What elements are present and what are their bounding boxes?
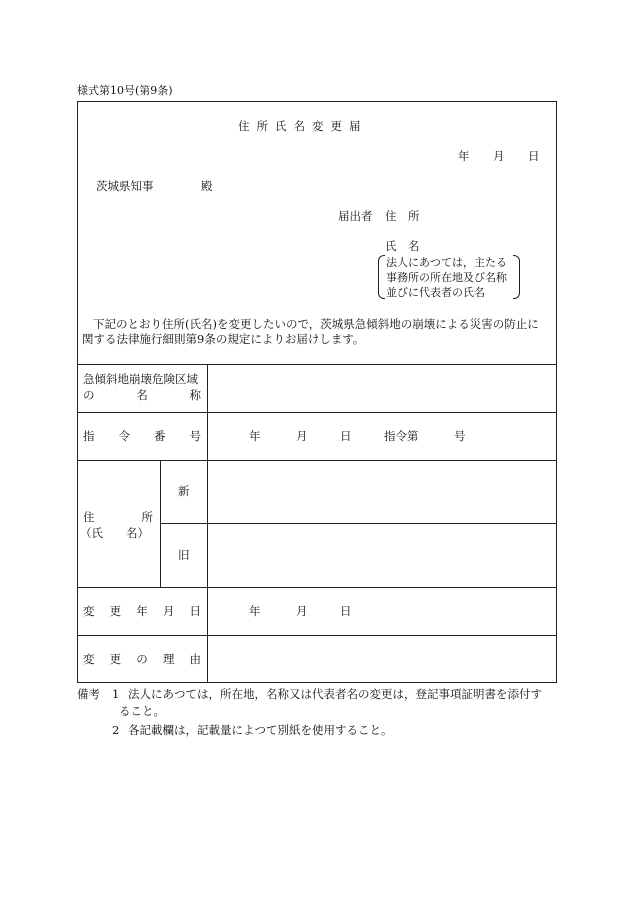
remark-1-number: 1 <box>112 687 120 701</box>
change-reason-label-char: 更 <box>109 652 122 666</box>
remark-1-continuation: ること。 <box>119 704 165 718</box>
table-column-rule <box>160 460 161 587</box>
body-text-line-1: 下記のとおり住所(氏名)を変更したいので，茨城県急傾斜地の崩壊による災害の防止に <box>93 317 539 331</box>
area-name-label-char: の <box>83 388 95 402</box>
table-rule <box>77 364 557 365</box>
corporate-note-line-2: 事務所の所在地及び名称 <box>386 271 507 284</box>
order-date-year[interactable]: 年 <box>249 429 261 443</box>
table-rule <box>77 412 557 413</box>
order-number-label <box>83 431 201 443</box>
form-number-label: 様式第10号(第9条) <box>77 84 173 97</box>
change-reason-field[interactable] <box>209 637 555 682</box>
change-reason-label <box>83 654 201 666</box>
addressee: 茨城県知事 <box>96 179 154 193</box>
submission-date-month[interactable]: 月 <box>493 149 505 163</box>
remark-1-text: 法人にあつては，所在地，名称又は代表者名の変更は，登記事項証明書を添付す <box>128 687 542 701</box>
table-rule <box>77 460 557 461</box>
applicant-name-label[interactable]: 氏 名 <box>385 239 420 253</box>
applicant-label: 届出者 <box>338 209 373 223</box>
address-label <box>83 512 153 524</box>
change-reason-label-char: の <box>136 652 148 666</box>
table-column-rule <box>207 364 208 683</box>
order-date-day[interactable]: 日 <box>340 429 352 443</box>
remark-2-number: 2 <box>112 723 120 737</box>
submission-date-day[interactable]: 日 <box>528 149 540 163</box>
change-date-label-char: 日 <box>189 604 201 618</box>
addressee-honorific: 殿 <box>201 179 213 193</box>
old-label: 旧 <box>178 548 190 562</box>
change-reason-label-char: 変 <box>83 652 95 666</box>
change-reason-label-char: 理 <box>162 652 175 666</box>
order-date-month[interactable]: 月 <box>296 429 308 443</box>
corporate-note-bracket-left <box>378 255 385 299</box>
name-label-parenthetical: （氏 名） <box>80 526 149 540</box>
order-number-label-char: 指 <box>83 429 95 443</box>
table-rule <box>160 523 557 524</box>
form-title: 住所氏名変更届 <box>238 119 368 133</box>
order-number-label-char: 号 <box>189 429 201 443</box>
change-date-label-char: 更 <box>109 604 122 618</box>
table-rule <box>77 587 557 588</box>
order-number-label-char: 番 <box>154 429 166 443</box>
change-reason-label-char: 由 <box>189 652 201 666</box>
body-text-line-2: 関する法律施行細則第9条の規定によりお届けします。 <box>82 332 365 346</box>
area-name-field[interactable] <box>209 366 555 411</box>
area-name-label-line-1: 急傾斜地崩壊危険区域 <box>83 372 198 386</box>
area-name-label-char: 称 <box>189 388 201 402</box>
table-rule <box>77 635 557 636</box>
change-date-label-char: 年 <box>136 604 148 618</box>
submission-date-year[interactable]: 年 <box>458 149 470 163</box>
order-number-prefix[interactable]: 指令第 <box>384 429 419 443</box>
remark-2-text: 各記載欄は，記載量によつて別紙を使用すること。 <box>128 723 393 737</box>
change-date-label <box>83 606 201 618</box>
area-name-label-line-2 <box>83 390 201 402</box>
change-date-day[interactable]: 日 <box>340 604 352 618</box>
old-address-field[interactable] <box>209 525 555 586</box>
change-date-label-char: 月 <box>162 604 175 618</box>
area-name-label-char: 名 <box>136 388 148 402</box>
new-label: 新 <box>178 484 190 498</box>
new-address-field[interactable] <box>209 462 555 522</box>
order-number-label-char: 令 <box>118 429 130 443</box>
order-number-suffix[interactable]: 号 <box>454 429 466 443</box>
change-date-month[interactable]: 月 <box>296 604 308 618</box>
corporate-note-bracket-right <box>513 255 520 299</box>
corporate-note-line-1: 法人にあつては，主たる <box>386 256 507 269</box>
corporate-note-line-3: 並びに代表者の氏名 <box>386 286 485 299</box>
remarks-label: 備考 <box>77 687 100 701</box>
applicant-address-label[interactable]: 住 所 <box>385 209 420 223</box>
address-label-char: 所 <box>141 510 153 524</box>
address-label-char: 住 <box>83 510 95 524</box>
change-date-year[interactable]: 年 <box>249 604 261 618</box>
change-date-label-char: 変 <box>83 604 95 618</box>
